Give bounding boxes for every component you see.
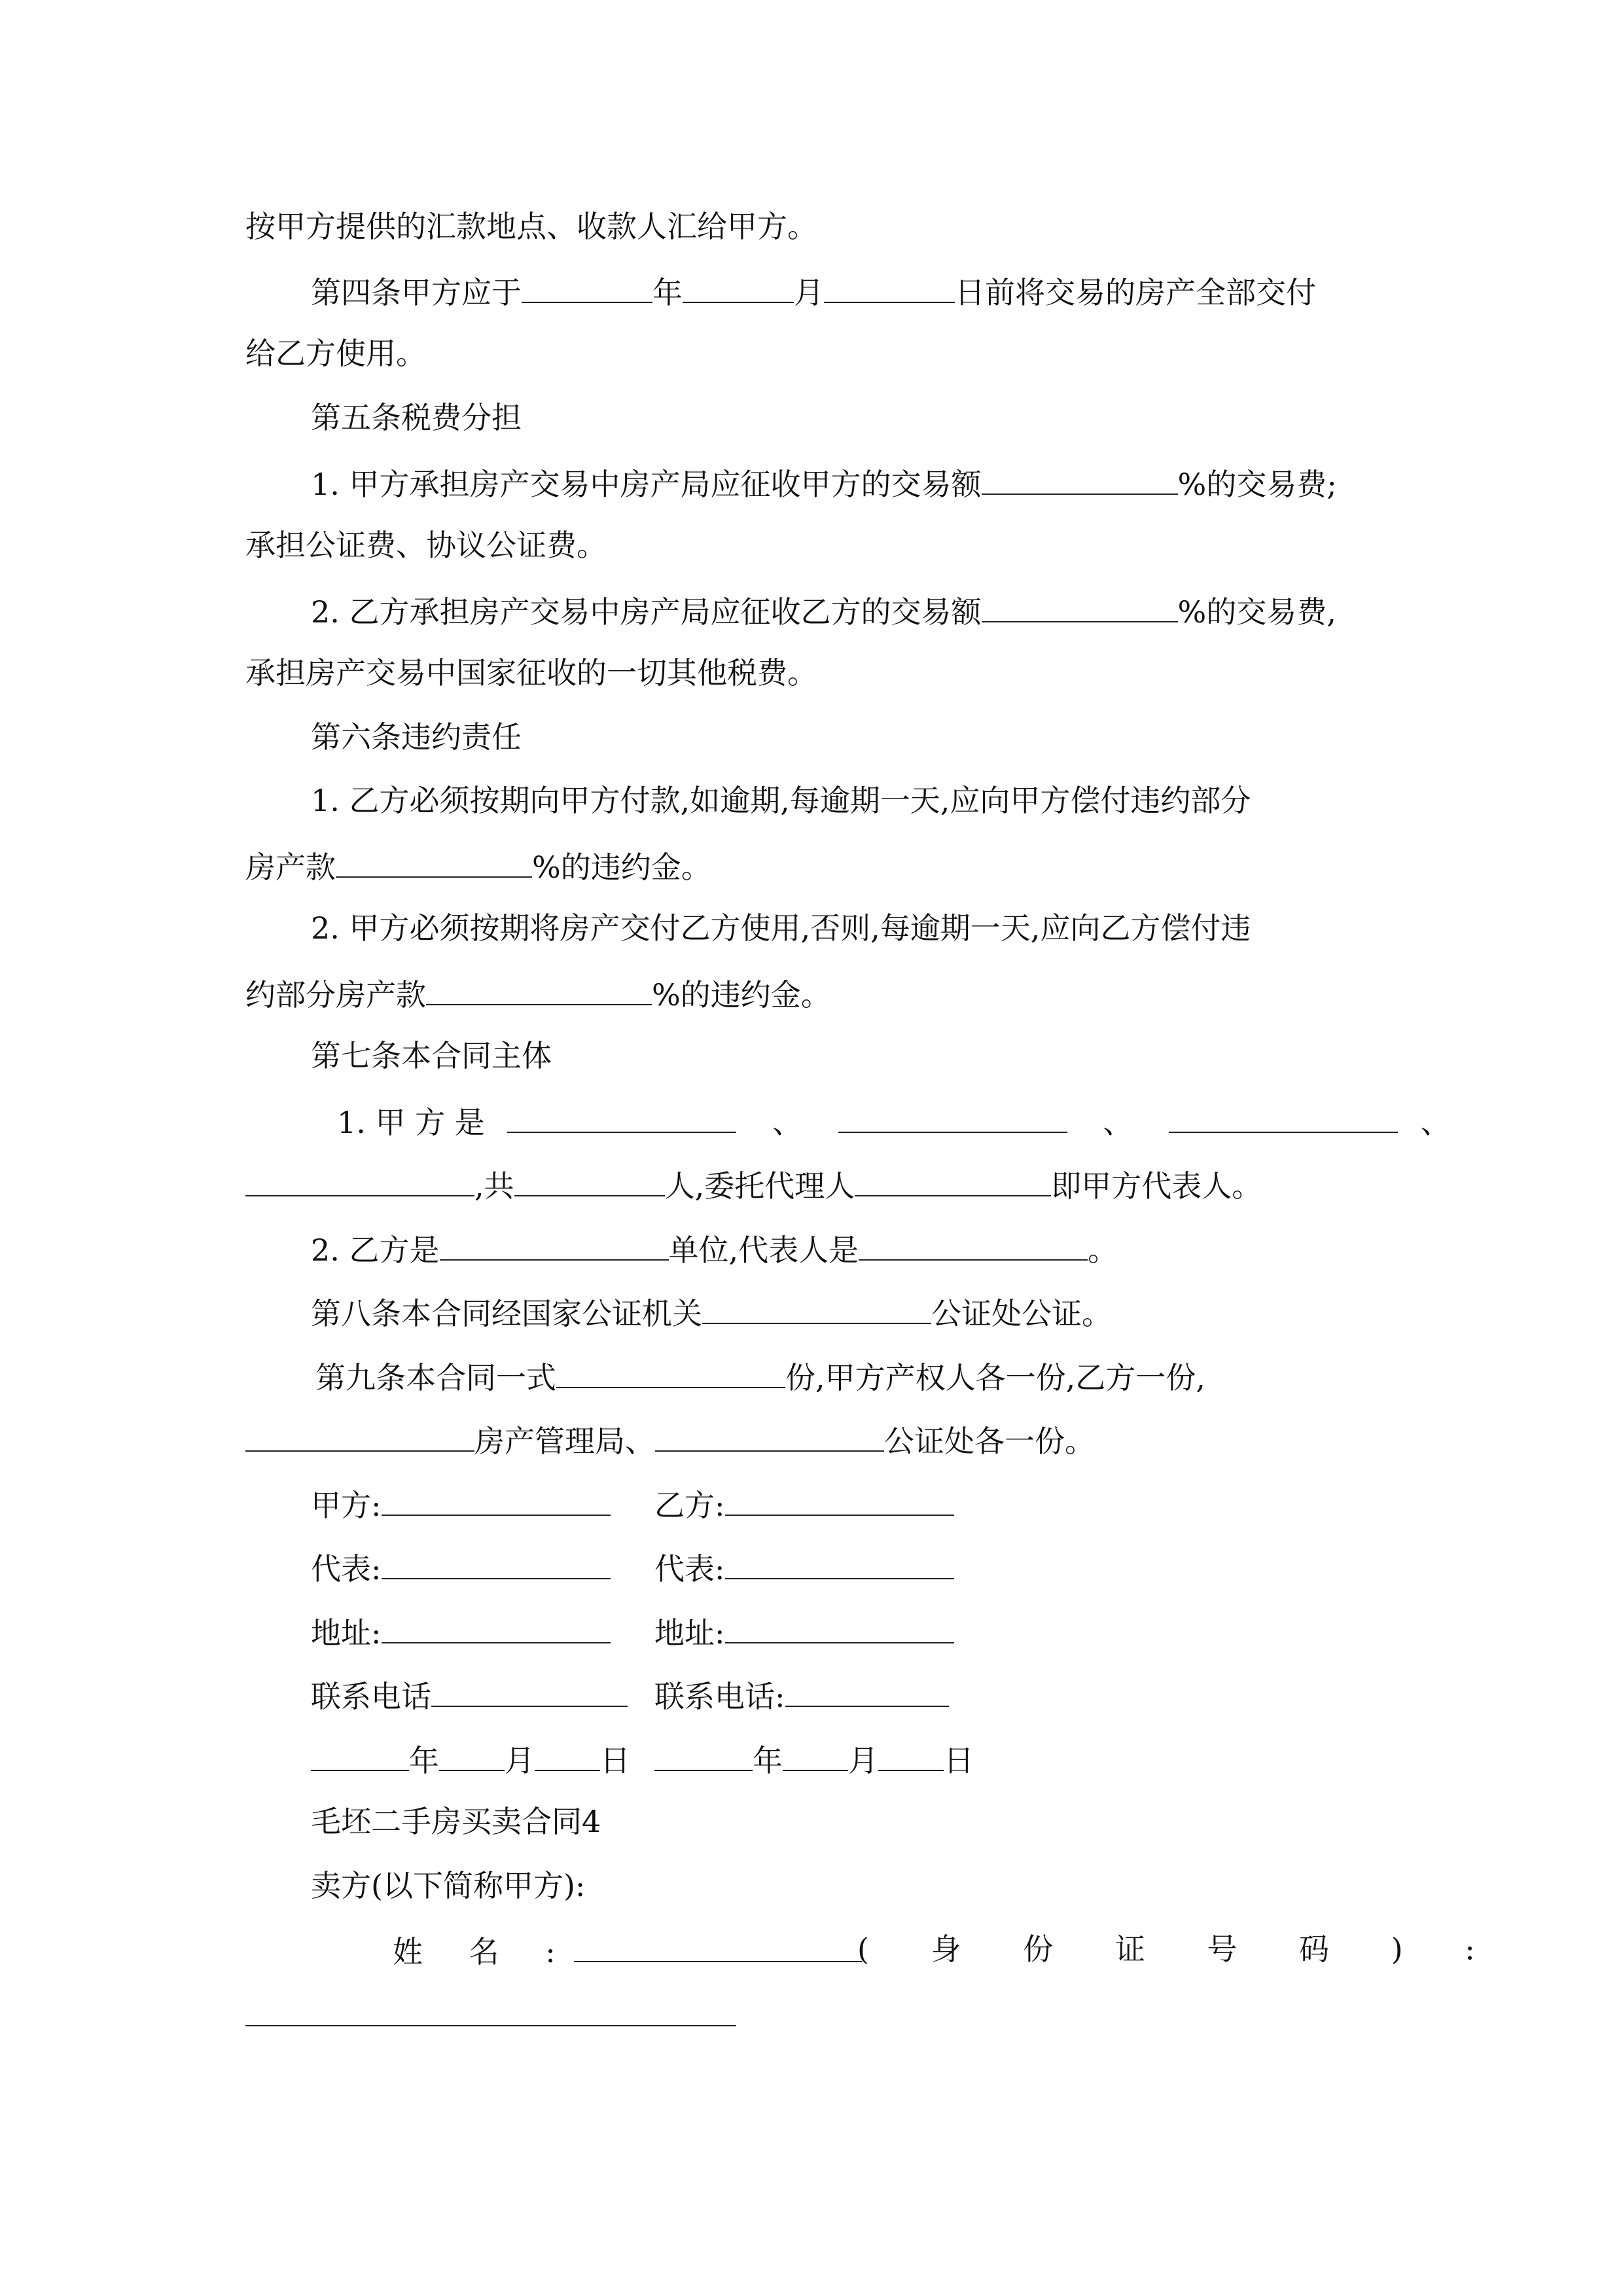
clause-7-item-1: 1. 甲 方 是 、 、 、 [337,1102,1451,1141]
text-line: 承担房产交易中国家征收的一切其他税费。 [245,655,817,691]
clause-6-title: 第六条违约责任 [311,719,522,755]
text-line: ,共 人,委托代理人 即甲方代表人。 [245,1165,1262,1204]
blank-count[interactable] [514,1165,665,1196]
contract-title: 毛坯二手房买卖合同4 [311,1804,601,1839]
seller-id-field[interactable] [245,1995,736,2026]
date-row: 年 月 日 [654,1740,974,1779]
blank-representative[interactable] [859,1229,1088,1261]
blank-notary[interactable] [702,1293,931,1324]
clause-5-item-1: 1. 甲方承担房产交易中房产局应征收甲方的交易额 %的交易费; [311,463,1337,503]
blank-percent[interactable] [982,591,1178,622]
date-day-b[interactable] [878,1740,944,1771]
blank-party-a[interactable] [1169,1102,1398,1133]
date-row: 年 月 日 [311,1740,630,1779]
text-line: 房产管理局、 公证处各一份。 [245,1420,1095,1460]
date-day-a[interactable] [535,1740,600,1771]
blank-unit[interactable] [440,1229,669,1261]
text-line: 约部分房产款 %的违约金。 [245,974,831,1013]
date-month-b[interactable] [783,1740,848,1771]
blank-party-a[interactable] [507,1102,736,1133]
text-line: 房产款 %的违约金。 [245,846,711,886]
signature-row: 代表: [311,1548,611,1587]
addr-b-field[interactable] [725,1612,954,1643]
clause-7-title: 第七条本合同主体 [311,1038,552,1073]
clause-6-item-2: 2. 甲方必须按期将房产交付乙方使用,否则,每逾期一天,应向乙方偿付违 [311,910,1251,946]
seller-name-row: 姓 名 : [393,1931,862,1970]
clause-8: 第八条本合同经国家公证机关 公证处公证。 [311,1293,1112,1332]
signature-row: 代表: [654,1548,954,1587]
addr-a-field[interactable] [382,1612,611,1643]
date-month-a[interactable] [439,1740,505,1771]
blank-party-a[interactable] [838,1102,1067,1133]
signature-row: 联系电话: [654,1676,949,1715]
blank-percent[interactable] [982,463,1178,495]
blank-housing-bureau[interactable] [245,1420,474,1452]
blank-agent[interactable] [855,1165,1051,1196]
phone-b-field[interactable] [785,1676,949,1707]
rep-b-field[interactable] [725,1548,954,1579]
clause-9: 第九条本合同一式 份,甲方产权人各一份,乙方一份, [315,1357,1205,1396]
signature-row: 甲方: [311,1484,611,1524]
seller-name-field[interactable] [574,1931,862,1962]
signature-row: 联系电话 [311,1676,628,1715]
signature-row: 地址: [311,1612,611,1651]
date-year-a[interactable] [311,1740,409,1771]
signature-row: 地址: [654,1612,954,1651]
clause-4: 第四条甲方应于 年 月 日前将交易的房产全部交付 [311,272,1316,311]
blank-month[interactable] [683,272,794,303]
blank-year[interactable] [522,272,652,303]
text-line: 按甲方提供的汇款地点、收款人汇给甲方。 [245,209,817,244]
rep-a-field[interactable] [382,1548,611,1579]
blank-party-a[interactable] [245,1165,474,1196]
party-b-field[interactable] [725,1484,954,1516]
clause-6-item-1: 1. 乙方必须按期向甲方付款,如逾期,每逾期一天,应向甲方偿付违约部分 [311,783,1251,818]
date-year-b[interactable] [654,1740,753,1771]
blank-notary[interactable] [655,1420,884,1452]
clause-5-item-2: 2. 乙方承担房产交易中房产局应征收乙方的交易额 %的交易费, [311,591,1336,630]
text-line: 承担公证费、协议公证费。 [245,528,607,563]
seller-heading: 卖方(以下简称甲方): [311,1868,586,1903]
phone-a-field[interactable] [431,1676,628,1707]
signature-row: 乙方: [654,1484,954,1524]
seller-id-label: ( 身 份 证 号 码 ) : [857,1931,1501,1967]
party-a-field[interactable] [382,1484,611,1516]
clause-5-title: 第五条税费分担 [311,400,522,435]
clause-7-item-2: 2. 乙方是 单位,代表人是 。 [311,1229,1118,1268]
blank-percent[interactable] [426,974,652,1005]
text-line: 给乙方使用。 [245,336,426,371]
blank-copies[interactable] [556,1357,785,1388]
blank-percent[interactable] [336,846,532,878]
seller-id-row [245,1995,736,2034]
blank-day[interactable] [824,272,955,303]
